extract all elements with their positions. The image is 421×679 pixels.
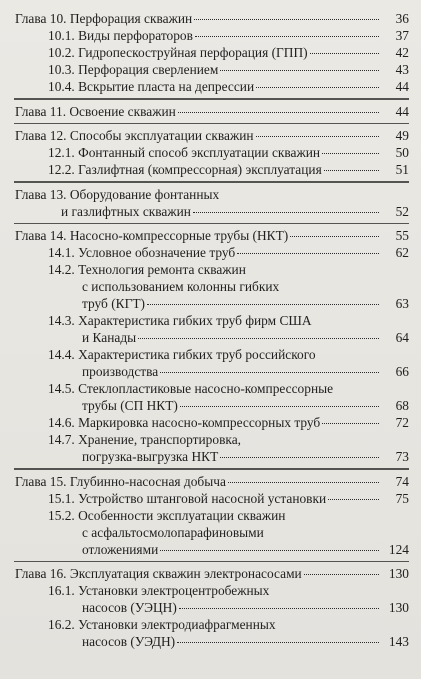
- toc-entry-title: 12.2. Газлифтная (компрессорная) эксплуатация: [48, 162, 322, 177]
- toc-chapter-entry[interactable]: [15, 473, 421, 490]
- toc-page-number: 63: [395, 296, 409, 311]
- toc-page-number: 55: [395, 228, 409, 243]
- dot-leader: [228, 481, 379, 483]
- toc-entry-title: Глава 16. Эксплуатация скважин электронасосами: [15, 566, 302, 581]
- toc-entry-title: 10.4. Вскрытие пласта на депрессии: [48, 79, 255, 94]
- dot-leader: [160, 371, 379, 373]
- dot-leader: [290, 235, 379, 237]
- toc-entry-title: 15.1. Устройство штанговой насосной установки: [48, 490, 327, 506]
- dot-leader: [256, 86, 379, 88]
- toc-entry-title: 10.3. Перфорация сверлением: [48, 62, 219, 77]
- toc-section-entry[interactable]: [48, 244, 421, 261]
- dot-leader: [304, 573, 379, 575]
- toc-entry-title: трубы (СП НКТ): [82, 398, 178, 413]
- toc-section-entry[interactable]: [48, 414, 421, 431]
- toc-page-number: 44: [395, 79, 409, 94]
- toc-entry-title: 14.4. Характеристика гибких труб российского: [48, 347, 316, 362]
- toc-entry-title: 14.3. Характеристика гибких труб фирм США: [48, 313, 312, 328]
- dot-leader: [310, 52, 379, 54]
- toc-section-entry[interactable]: [48, 312, 421, 346]
- dot-leader: [322, 422, 379, 424]
- chapter-divider: [14, 98, 409, 100]
- toc-page-number: 36: [395, 11, 409, 26]
- dot-leader: [322, 152, 379, 154]
- toc-page-number: 50: [395, 145, 409, 160]
- toc-page-number: 75: [395, 490, 409, 506]
- toc-entry-title: 16.2. Установки электродиафрагменных: [48, 617, 276, 632]
- toc-entry-title: Глава 14. Насосно-компрессорные трубы (НКТ): [15, 228, 289, 243]
- dot-leader: [328, 498, 379, 500]
- toc-entry-title: насосов (УЭЦН): [82, 600, 177, 615]
- toc-section-entry[interactable]: [48, 380, 421, 414]
- toc-page-number: 64: [395, 330, 409, 345]
- toc-page-number: 52: [395, 203, 409, 219]
- toc-entry-title: 14.5. Стеклопластиковые насосно-компрессорные: [48, 381, 334, 396]
- toc-section-entry[interactable]: [48, 161, 421, 178]
- toc-section-entry[interactable]: [48, 144, 421, 161]
- toc-chapter-entry[interactable]: [15, 227, 421, 244]
- toc-entry-title: 14.2. Технология ремонта скважин: [48, 262, 246, 277]
- dot-leader: [220, 456, 379, 458]
- dot-leader: [220, 69, 379, 71]
- toc-section-entry[interactable]: [48, 431, 421, 465]
- toc-entry-title: Глава 11. Освоение скважин: [15, 103, 176, 119]
- dot-leader: [160, 549, 379, 551]
- dot-leader: [180, 405, 379, 407]
- toc-entry-title: с использованием колонны гибких: [82, 279, 280, 294]
- toc-entry-title: Глава 10. Перфорация скважин: [15, 11, 193, 26]
- table-of-contents: [0, 10, 421, 650]
- dot-leader: [138, 337, 379, 339]
- toc-page-number: 62: [395, 245, 409, 260]
- chapter-divider: [14, 561, 409, 563]
- toc-entry-title: и газлифтных скважин: [61, 203, 191, 219]
- toc-entry-title: 10.2. Гидропескоструйная перфорация (ГПП): [48, 45, 308, 60]
- toc-chapter-entry[interactable]: [15, 10, 421, 27]
- toc-entry-title: 14.7. Хранение, транспортировка,: [48, 432, 241, 447]
- toc-section-entry[interactable]: [48, 78, 421, 95]
- toc-entry-title: Глава 12. Способы эксплуатации скважин: [15, 128, 254, 143]
- toc-page-number: 73: [395, 449, 409, 464]
- toc-entry-title: погрузка-выгрузка НКТ: [82, 449, 219, 464]
- toc-entry-title: 15.2. Особенности эксплуатации скважин: [48, 507, 286, 523]
- toc-page-number: 143: [388, 634, 409, 649]
- toc-entry-title: производства: [82, 364, 159, 379]
- toc-entry-title: отложениями: [82, 541, 159, 557]
- toc-section-entry[interactable]: [48, 582, 421, 616]
- toc-entry-title: Глава 13. Оборудование фонтанных: [15, 186, 220, 202]
- chapter-divider: [14, 123, 409, 125]
- toc-entry-title: 14.6. Маркировка насосно-компрессорных труб: [48, 415, 321, 430]
- chapter-divider: [14, 468, 409, 470]
- toc-page-number: 66: [395, 364, 409, 379]
- toc-entry-title: 12.1. Фонтанный способ эксплуатации скважин: [48, 145, 321, 160]
- toc-chapter-entry[interactable]: [15, 103, 421, 120]
- toc-page-number: 68: [395, 398, 409, 413]
- toc-section-entry[interactable]: [48, 44, 421, 61]
- dot-leader: [195, 35, 379, 37]
- toc-section-entry[interactable]: [48, 346, 421, 380]
- toc-chapter-entry[interactable]: [15, 186, 421, 220]
- toc-entry-title: насосов (УЭДН): [82, 634, 176, 649]
- toc-chapter-entry[interactable]: [15, 127, 421, 144]
- toc-section-entry[interactable]: [48, 616, 421, 650]
- toc-page-number: 72: [395, 415, 409, 430]
- dot-leader: [178, 111, 379, 113]
- dot-leader: [256, 135, 379, 137]
- toc-page-number: 74: [395, 473, 409, 489]
- toc-section-entry[interactable]: [48, 261, 421, 312]
- toc-page-number: 44: [395, 103, 409, 119]
- dot-leader: [193, 211, 379, 213]
- toc-section-entry[interactable]: [48, 507, 421, 558]
- toc-page-number: 49: [395, 128, 409, 143]
- toc-section-entry[interactable]: [48, 27, 421, 44]
- toc-page-number: 124: [388, 541, 409, 557]
- dot-leader: [179, 607, 379, 609]
- toc-entry-title: Глава 15. Глубинно-насосная добыча: [15, 473, 226, 489]
- chapter-divider: [14, 223, 409, 225]
- dot-leader: [194, 18, 379, 20]
- toc-entry-title: 16.1. Установки электроцентробежных: [48, 583, 270, 598]
- toc-page-number: 130: [388, 566, 409, 581]
- toc-chapter-entry[interactable]: [15, 565, 421, 582]
- toc-entry-title: и Канады: [82, 330, 137, 345]
- toc-page-number: 51: [395, 162, 409, 177]
- dot-leader: [147, 303, 379, 305]
- chapter-divider: [14, 181, 409, 183]
- toc-entry-title: 14.1. Условное обозначение труб: [48, 245, 236, 260]
- dot-leader: [177, 641, 379, 643]
- toc-page-number: 43: [395, 62, 409, 77]
- dot-leader: [237, 252, 379, 254]
- toc-page-number: 130: [388, 600, 409, 615]
- toc-page-number: 42: [395, 45, 409, 60]
- toc-section-entry[interactable]: [48, 61, 421, 78]
- toc-page-number: 37: [395, 28, 409, 43]
- toc-section-entry[interactable]: [48, 490, 421, 507]
- toc-entry-title: 10.1. Виды перфораторов: [48, 28, 193, 43]
- toc-entry-title: труб (КГТ): [82, 296, 145, 311]
- toc-entry-title: с асфальтосмолопарафиновыми: [82, 524, 264, 540]
- dot-leader: [324, 169, 379, 171]
